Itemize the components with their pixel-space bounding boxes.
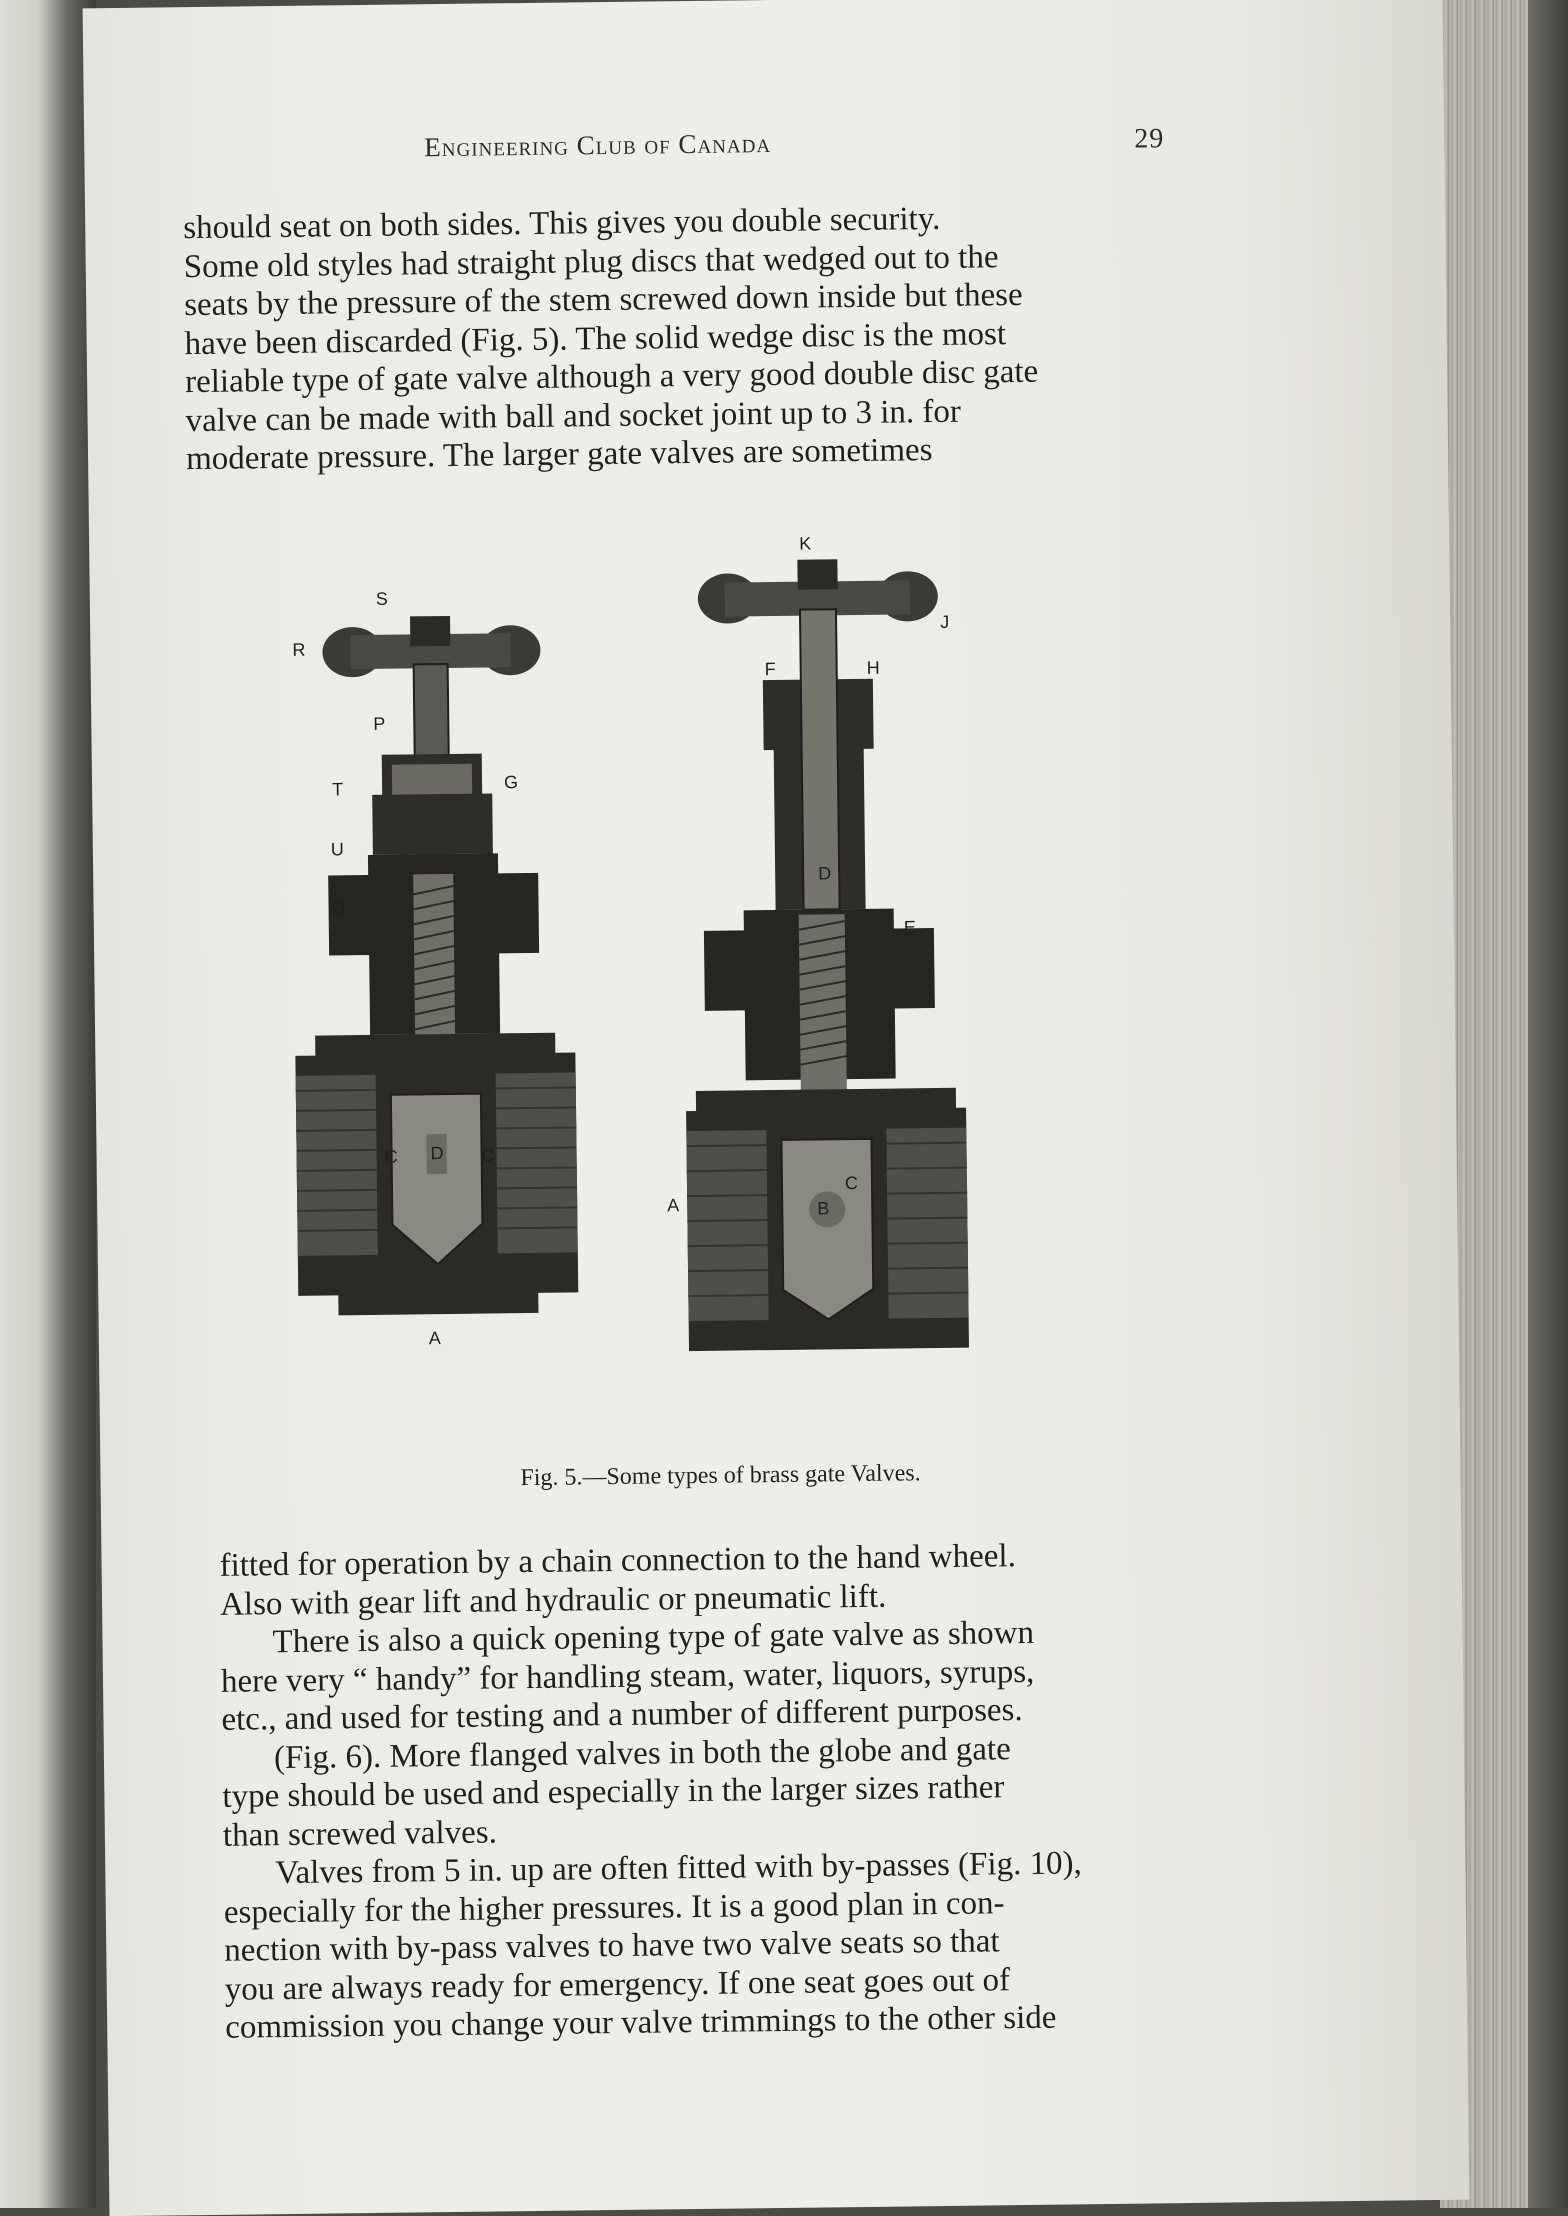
bottom-paragraph-3 <box>223 1842 1245 2047</box>
valve-figure <box>269 526 1130 1436</box>
label-s: S <box>375 588 388 609</box>
figure-caption: Fig. 5.—Some types of brass gate Valves. <box>520 1460 921 1492</box>
text-line: here very “ handy” for handling steam, water, liquors, syrups, <box>220 1653 1035 1700</box>
label-b: B <box>817 1198 830 1219</box>
label-j: J <box>940 611 950 632</box>
bottom-paragraph-1 <box>219 1534 1240 1623</box>
text-line: type should be used and especially in the larger sizes rather <box>222 1769 1005 1815</box>
text-line: seats by the pressure of the stem screwed down inside but these <box>183 276 1023 324</box>
bottom-paragraph-2 <box>220 1611 1243 1854</box>
text-line: There is also a quick opening type of gate valve as shown <box>272 1614 1035 1661</box>
text-line: you are always ready for emergency. If one seat goes out of <box>224 1961 1011 2008</box>
text-line: have been discarded (Fig. 5). The solid wedge disc is the most <box>184 315 1007 362</box>
label-f: F <box>764 658 776 680</box>
text-line: (Fig. 6). More flanged valves in both the globe and gate <box>273 1730 1011 1776</box>
text-line: especially for the higher pressures. It is a good plan in con- <box>223 1884 1005 1931</box>
left-page-edge <box>0 0 96 2208</box>
label-d-right: D <box>818 863 832 884</box>
text-line: moderate pressure. The larger gate valves are sometimes <box>185 432 933 478</box>
label-u: U <box>330 839 344 860</box>
text-line: Also with gear lift and hydraulic or pneumatic lift. <box>219 1578 887 1623</box>
label-k: K <box>799 533 812 554</box>
page-header <box>84 120 1444 163</box>
text-line: valve can be made with ball and socket joint up to 3 in. for <box>185 393 962 439</box>
label-h: H <box>866 657 880 678</box>
running-head: Engineering Club of Canada <box>424 127 772 163</box>
text-line: reliable type of gate valve although a very good double disc gate <box>184 353 1039 401</box>
top-paragraph <box>183 197 1206 479</box>
gate-valves-illustration <box>269 526 1130 1436</box>
label-c-right: C <box>481 1145 495 1166</box>
label-t: T <box>332 779 344 800</box>
label-a-left: A <box>428 1328 441 1349</box>
label-r: R <box>292 639 306 660</box>
page-number: 29 <box>1134 123 1165 155</box>
text-line: Valves from 5 in. up are often fitted with by-passes (Fig. 10), <box>275 1845 1083 1892</box>
book-page <box>83 0 1470 2216</box>
text-line: fitted for operation by a chain connection to the hand wheel. <box>219 1538 1017 1584</box>
text-line: nection with by-pass valves to have two valve seats so that <box>224 1923 1000 1969</box>
label-a-right: A <box>667 1195 680 1216</box>
text-line: etc., and used for testing and a number of different purposes. <box>221 1692 1023 1738</box>
right-valve-drawing <box>679 558 969 1351</box>
label-p: P <box>373 713 386 734</box>
label-c-left: C <box>384 1146 398 1167</box>
label-e: E <box>903 917 916 938</box>
label-c-right-valve: C <box>844 1173 859 1194</box>
text-line: should seat on both sides. This gives you double security. <box>183 200 941 247</box>
label-d-left: D <box>430 1143 444 1164</box>
left-valve-drawing <box>290 614 579 1315</box>
text-line: Some old styles had straight plug discs that wedged out to the <box>183 238 999 285</box>
text-line: commission you change your valve trimmings to the other side <box>225 1999 1057 2046</box>
text-line: than screwed valves. <box>222 1813 498 1854</box>
label-g: G <box>503 772 519 793</box>
label-o: O <box>331 897 346 918</box>
